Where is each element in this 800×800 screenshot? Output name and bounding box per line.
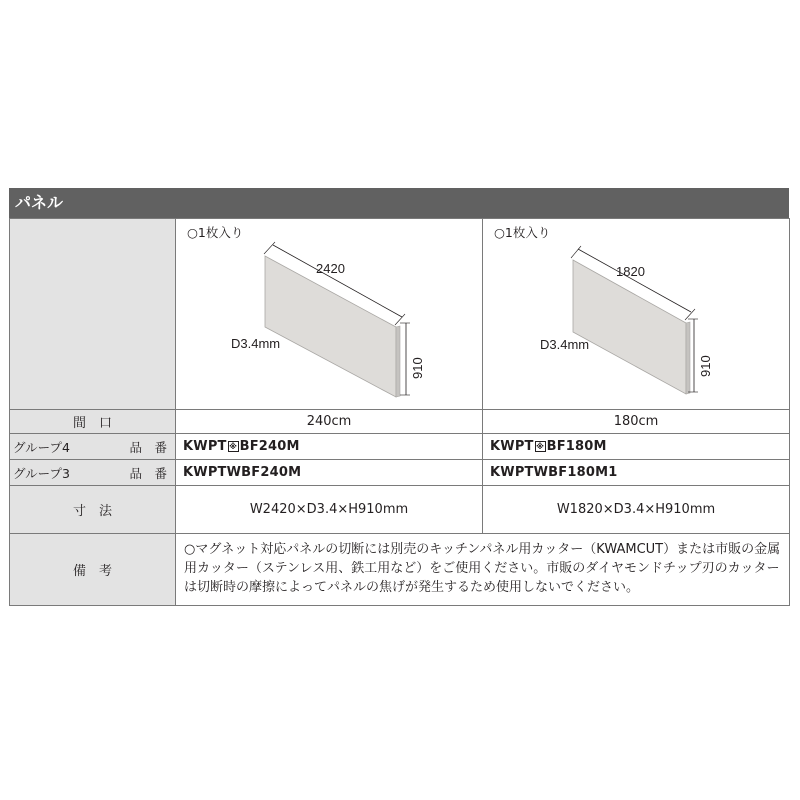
panel-diagram-180: [483, 219, 790, 409]
group3-code-240: KWPTWBF240M: [176, 460, 483, 486]
panel-edge: [686, 322, 690, 394]
product-no-label: 品 番: [129, 465, 167, 481]
group4-row: [10, 434, 790, 460]
depth-dimension-label: D3.4mm: [540, 337, 590, 352]
width-dimension-label: 1820: [616, 264, 645, 279]
code-suffix: BF240M: [239, 439, 300, 454]
product-no-label: 品 番: [129, 439, 167, 455]
panel-image-240: [176, 219, 483, 410]
group3-label-cell: [10, 460, 176, 486]
boxed-mark-icon: ※: [229, 442, 238, 451]
dimensions-row: [10, 486, 790, 534]
section-header: [9, 188, 789, 218]
boxed-mark-icon: ※: [536, 442, 545, 451]
panel-diagram-240: [176, 219, 483, 409]
group4-label: グループ4: [13, 439, 70, 455]
height-dimension-label: 910: [698, 355, 713, 377]
depth-dimension-label: D3.4mm: [231, 336, 281, 351]
group4-code-180: [483, 434, 790, 460]
code-prefix: KWPT: [183, 439, 227, 454]
code-prefix: KWPT: [490, 439, 534, 454]
opening-value-240: 240cm: [176, 410, 483, 434]
group4-code-240: [176, 434, 483, 460]
group3-label: グループ3: [13, 465, 70, 481]
remarks-text: ○マグネット対応パネルの切断には別売のキッチンパネル用カッター（KWAMCUT）または市販の金属用カッター（ステンレス用、鉄工用など）をご使用ください。市販のダイヤモンドチップ刃のカッターは切断時の摩擦によってパネルの焦げが発生するため使用しないでください。: [176, 534, 790, 606]
height-dimension-label: 910: [410, 357, 425, 379]
panel-image-180: [483, 219, 790, 410]
quantity-label: ○1枚入り: [494, 225, 551, 240]
dimensions-value-240: W2420×D3.4×H910mm: [176, 486, 483, 534]
remarks-label: 備 考: [10, 534, 176, 606]
remarks-row: [10, 534, 790, 606]
image-row: [10, 219, 790, 410]
dimensions-value-180: W1820×D3.4×H910mm: [483, 486, 790, 534]
code-suffix: BF180M: [546, 439, 607, 454]
quantity-label: ○1枚入り: [187, 225, 244, 240]
image-row-label: [10, 219, 176, 410]
opening-label: 間 口: [10, 410, 176, 434]
spec-table: [9, 218, 790, 606]
group3-code-180: KWPTWBF180M1: [483, 460, 790, 486]
opening-row: [10, 410, 790, 434]
group4-label-cell: [10, 434, 176, 460]
group3-row: [10, 460, 790, 486]
panel-face: [573, 260, 686, 394]
dimensions-label: 寸 法: [10, 486, 176, 534]
opening-value-180: 180cm: [483, 410, 790, 434]
panel-spec-sheet: [9, 188, 789, 606]
section-title: パネル: [15, 193, 64, 212]
panel-edge: [396, 326, 400, 397]
width-dimension-label: 2420: [316, 261, 345, 276]
